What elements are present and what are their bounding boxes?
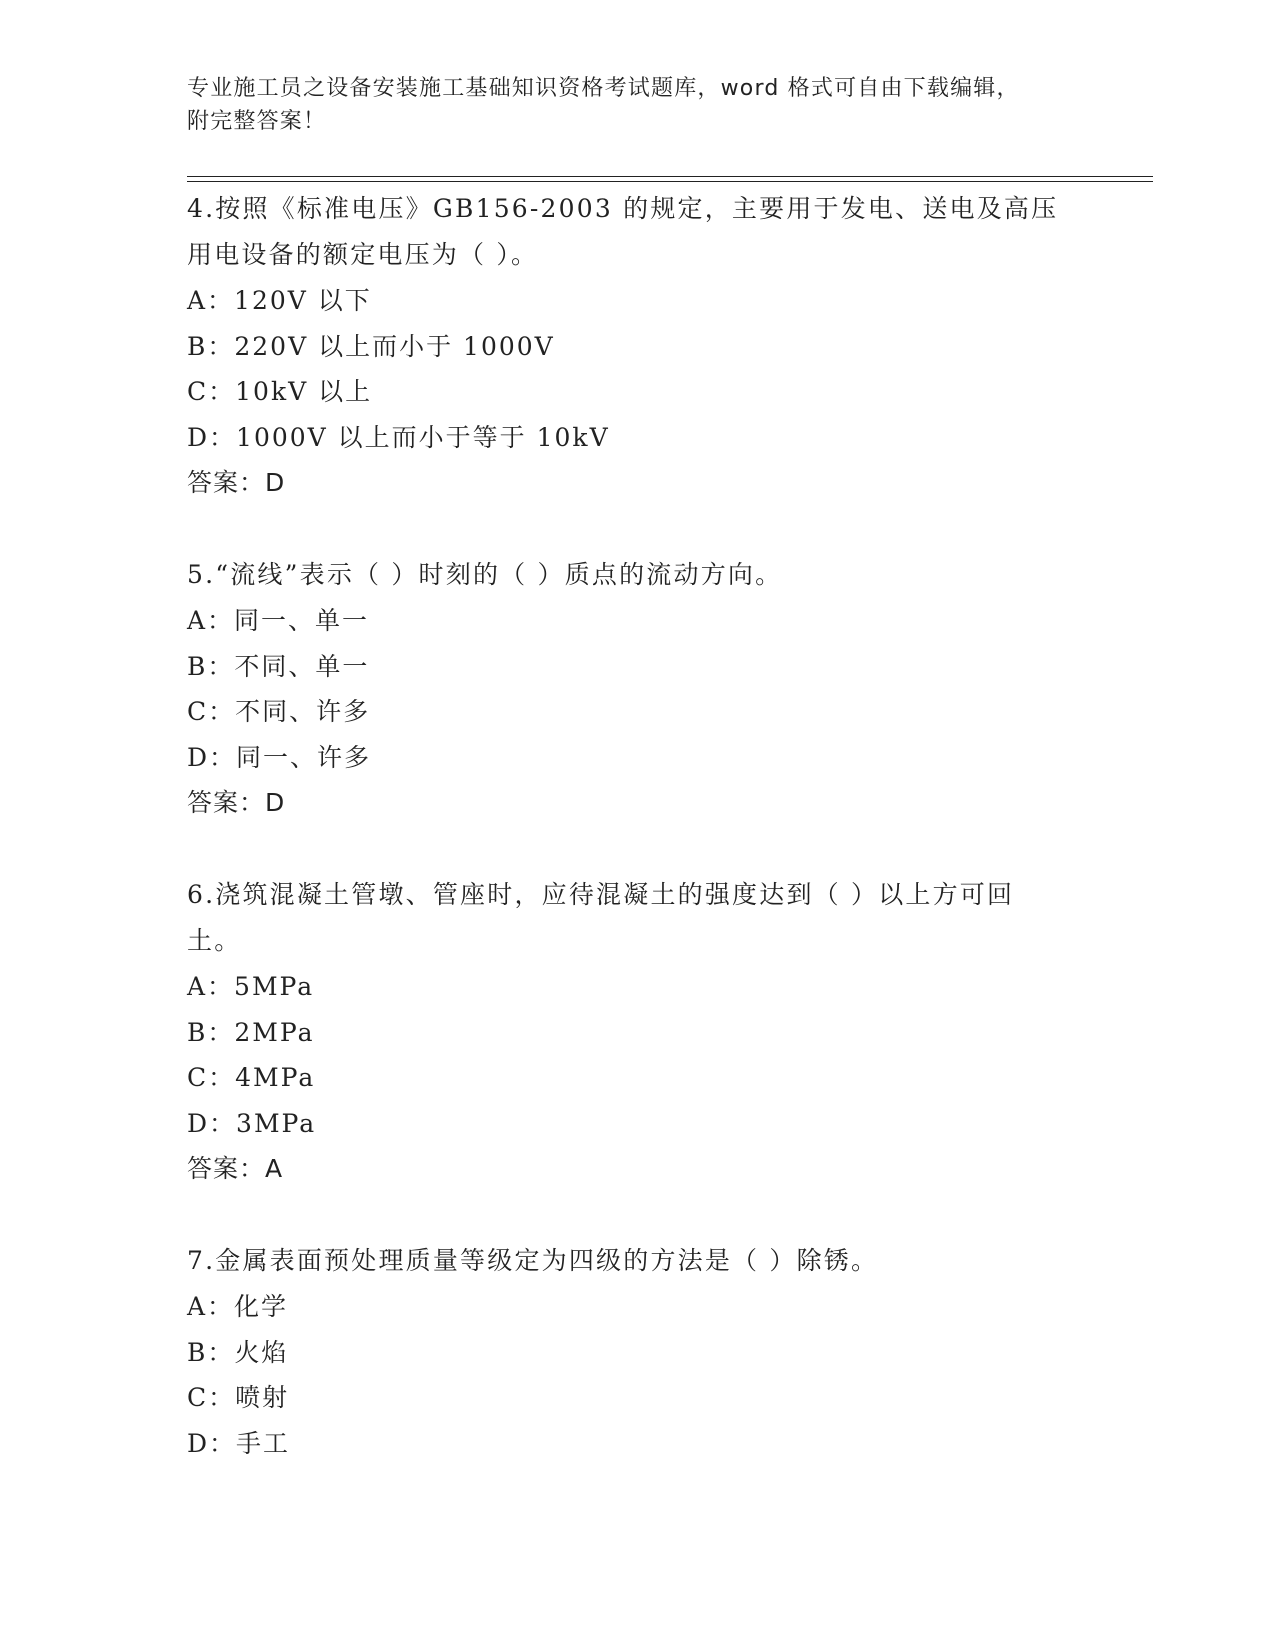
- question-list: [187, 186, 1087, 1513]
- document-header: [187, 72, 1087, 138]
- header-line-1: 专业施工员之设备安装施工基础知识资格考试题库，word 格式可自由下载编辑，: [187, 76, 1020, 101]
- question-5: [187, 552, 1087, 825]
- option-b: B：不同、单一: [187, 651, 370, 681]
- question-7: [187, 1238, 1087, 1466]
- option-a: A：5MPa: [187, 972, 315, 1001]
- option-d: D：3MPa: [187, 1108, 317, 1138]
- option-c: C：10kV 以上: [187, 377, 373, 406]
- option-a: A：化学: [187, 1292, 289, 1321]
- question-6: [187, 872, 1087, 1191]
- question-text: 7.金属表面预处理质量等级定为四级的方法是（ ）除锈。: [187, 1246, 879, 1275]
- question-4: [187, 186, 1087, 505]
- header-divider-bottom: [187, 181, 1153, 182]
- option-c: C：喷射: [187, 1383, 290, 1412]
- option-a: A：120V 以下: [187, 286, 372, 315]
- question-text: 5.“流线”表示（ ）时刻的（ ）质点的流动方向。: [187, 560, 783, 589]
- option-b: B：火焰: [187, 1337, 289, 1367]
- option-a: A：同一、单一: [187, 606, 370, 635]
- option-d: D：手工: [187, 1428, 291, 1458]
- answer: 答案：A: [187, 1154, 284, 1183]
- option-c: C：4MPa: [187, 1063, 316, 1092]
- option-c: C：不同、许多: [187, 697, 371, 726]
- option-b: B：220V 以上而小于 1000V: [187, 331, 555, 361]
- answer: 答案：D: [187, 788, 286, 817]
- option-d: D：1000V 以上而小于等于 10kV: [187, 422, 610, 452]
- option-b: B：2MPa: [187, 1017, 315, 1047]
- question-text: 6.浇筑混凝土管墩、管座时，应待混凝土的强度达到（ ）以上方可回土。: [187, 880, 1015, 955]
- header-line-2: 附完整答案！: [187, 109, 327, 134]
- question-text: 4.按照《标准电压》GB156-2003 的规定，主要用于发电、送电及高压用电设备的额定电压为（ ）。: [187, 194, 1059, 269]
- option-d: D：同一、许多: [187, 742, 372, 772]
- answer: 答案：D: [187, 468, 286, 497]
- header-divider-top: [187, 176, 1153, 177]
